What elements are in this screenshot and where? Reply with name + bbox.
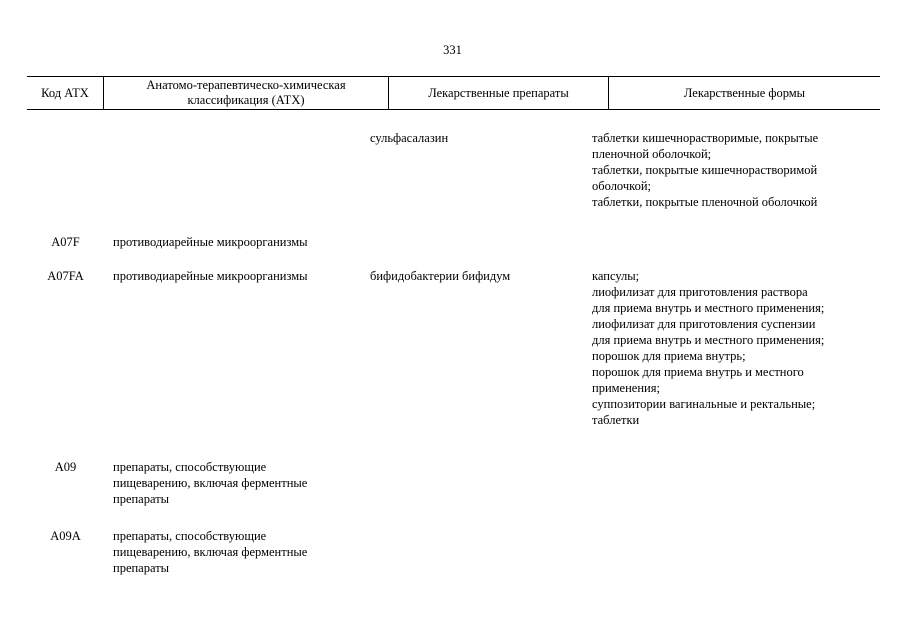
row-classification xyxy=(113,234,373,250)
text-line: порошок для приема внутрь и местного xyxy=(592,365,804,379)
row-drug xyxy=(370,130,590,146)
text-line: бифидобактерии бифидум xyxy=(370,269,511,283)
header-forms: Лекарственные формы xyxy=(683,85,806,100)
text-line: пищеварению, включая ферментные xyxy=(113,545,308,559)
text-line: таблетки, покрытые пленочной оболочкой xyxy=(592,195,818,209)
text-line: суппозитории вагинальные и ректальные; xyxy=(592,397,816,411)
text-line: лиофилизат для приготовления суспензии xyxy=(592,317,816,331)
row-classification xyxy=(113,459,373,507)
header-classification-line: классификация (АТХ) xyxy=(187,93,305,107)
row-code: A07FA xyxy=(47,269,84,283)
header-classification xyxy=(104,77,389,109)
text-line: препараты xyxy=(113,561,170,575)
text-line: применения; xyxy=(592,381,660,395)
row-code: A07F xyxy=(51,235,80,249)
text-line: оболочкой; xyxy=(592,179,651,193)
text-line: лиофилизат для приготовления раствора xyxy=(592,285,808,299)
text-line: противодиарейные микроорганизмы xyxy=(113,269,308,283)
text-line: таблетки xyxy=(592,413,640,427)
text-line: противодиарейные микроорганизмы xyxy=(113,235,308,249)
row-forms xyxy=(592,130,880,210)
page-number: 331 xyxy=(443,43,462,57)
text-line: препараты, способствующие xyxy=(113,529,267,543)
text-line: таблетки, покрытые кишечнорастворимой xyxy=(592,163,818,177)
table-header xyxy=(27,76,880,110)
text-line: препараты xyxy=(113,492,170,506)
header-code: Код АТХ xyxy=(27,77,104,109)
header-drugs: Лекарственные препараты xyxy=(389,77,609,109)
text-line: пленочной оболочкой; xyxy=(592,147,712,161)
row-code: A09 xyxy=(54,460,77,474)
text-line: таблетки кишечнорастворимые, покрытые xyxy=(592,131,819,145)
text-line: препараты, способствующие xyxy=(113,460,267,474)
text-line: сульфасалазин xyxy=(370,131,449,145)
header-classification-line: Анатомо-терапевтическо-химическая xyxy=(146,78,346,92)
row-forms xyxy=(592,268,880,428)
text-line: для приема внутрь и местного применения; xyxy=(592,333,825,347)
row-classification xyxy=(113,528,373,576)
text-line: для приема внутрь и местного применения; xyxy=(592,301,825,315)
text-line: капсулы; xyxy=(592,269,640,283)
text-line: порошок для приема внутрь; xyxy=(592,349,746,363)
row-drug xyxy=(370,268,590,284)
row-code: A09A xyxy=(50,529,81,543)
row-classification xyxy=(113,268,373,284)
text-line: пищеварению, включая ферментные xyxy=(113,476,308,490)
